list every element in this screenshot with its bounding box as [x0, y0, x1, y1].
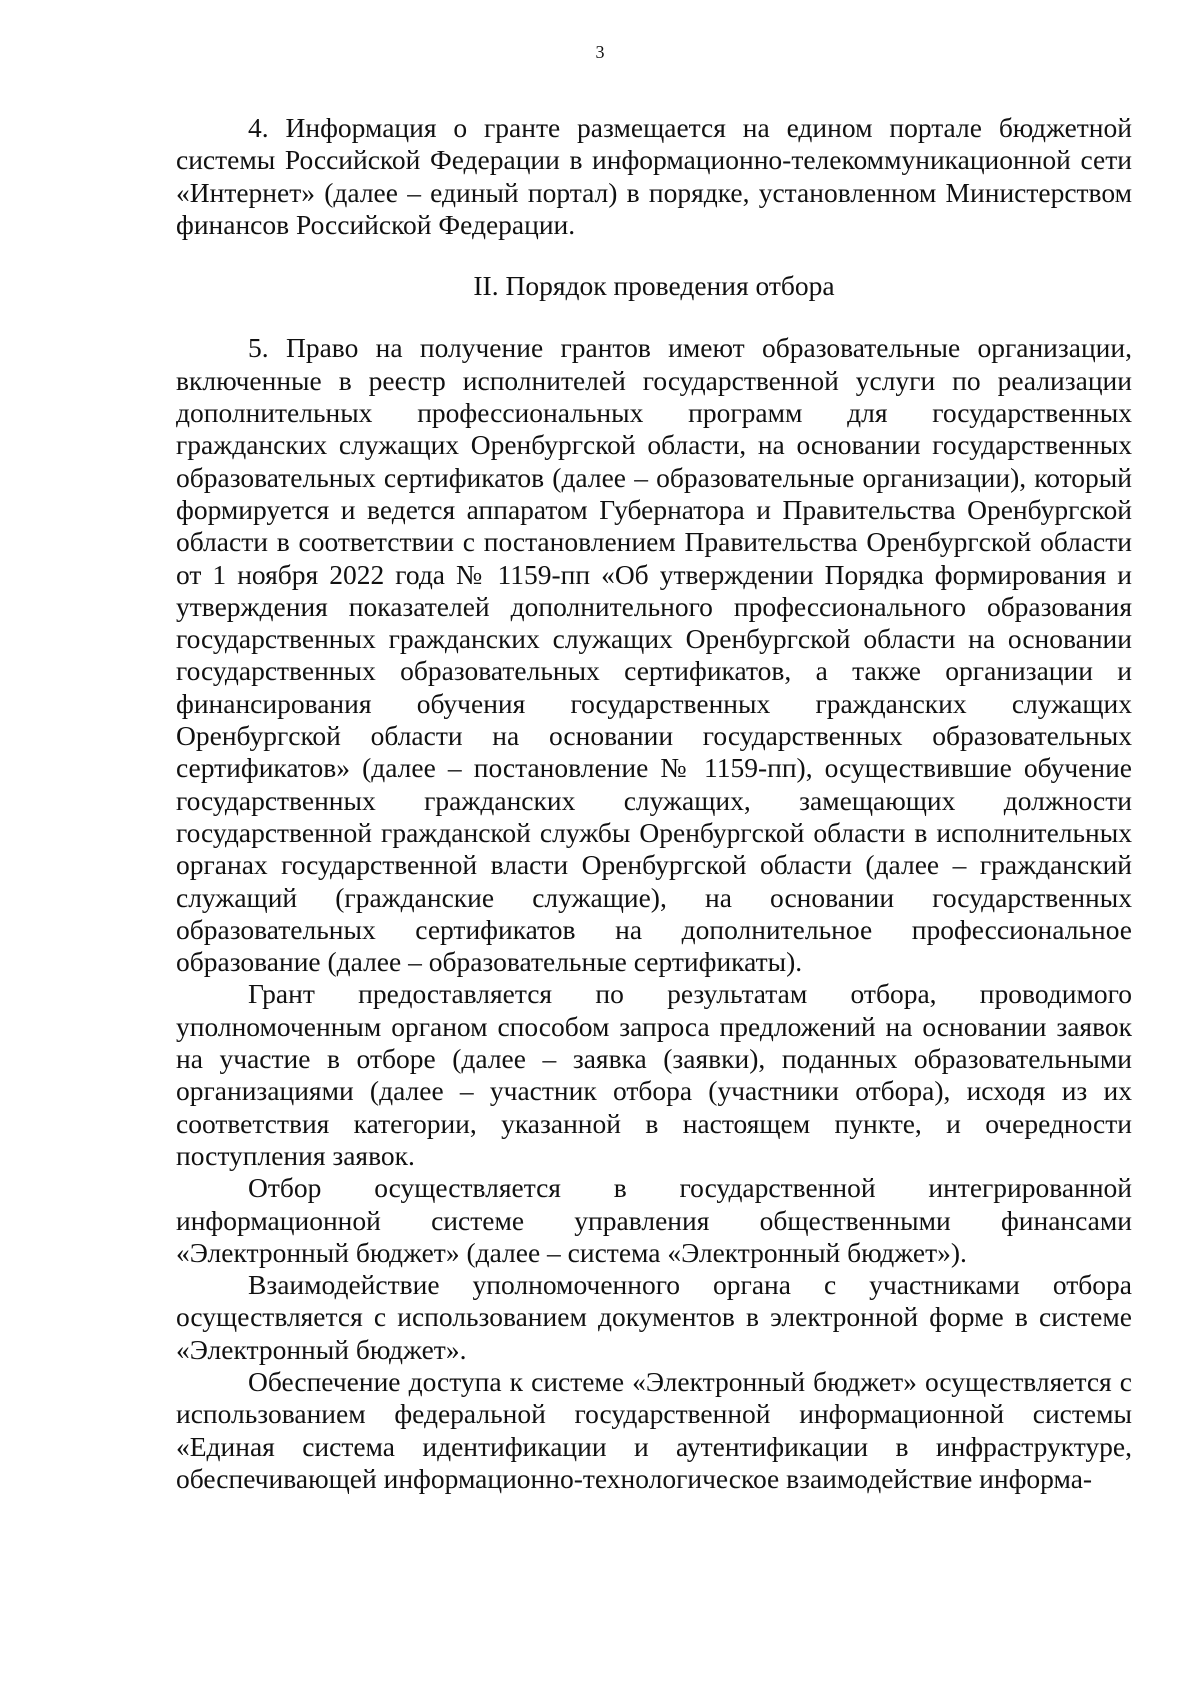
paragraph-grant: Грант предоставляется по результатам отбора, проводимого уполномоченным органом способом запроса предложений на основании заявок на участие в отборе (далее – заявка (заявки), поданных образовательными организациями (далее – участник отбора (участники отбора), исходя из их соответствия категории, указанной в настоящем пункте, и очередности поступления заявок.: [176, 978, 1132, 1171]
paragraph-interaction: Взаимодействие уполномоченного органа с участниками отбора осуществляется с использованием документов в электронной форме в системе «Электронный бюджет».: [176, 1269, 1132, 1365]
document-body: [176, 112, 1132, 1495]
paragraph-5: 5. Право на получение грантов имеют образовательные организации, включенные в реестр исполнителей государственной услуги по реализации дополнительных профессиональных программ для государственных гражданских служащих Оренбургской области, на основании государственных образовательных сертификатов (далее – образовательные организации), который формируется и ведется аппаратом Губернатора и Правительства Оренбургской области в соответствии с постановлением Правительства Оренбургской области от 1 ноября 2022 года № 1159-пп «Об утверждении Порядка формирования и утверждения показателей дополнительного профессионального образования государственных гражданских служащих Оренбургской области на основании государственных образовательных сертификатов, а также организации и финансирования обучения государственных гражданских служащих Оренбургской области на основании государственных образовательных сертификатов» (далее – постановление № 1159-пп), осуществившие обучение государственных гражданских служащих, замещающих должности государственной гражданской службы Оренбургской области в исполнительных органах государственной власти Оренбургской области (далее – гражданский служащий (гражданские служащие), на основании государственных образовательных сертификатов на дополнительное профессиональное образование (далее – образовательные сертификаты).: [176, 332, 1132, 978]
paragraph-access: Обеспечение доступа к системе «Электронный бюджет» осуществляется с использованием федеральной государственной информационной системы «Единая система идентификации и аутентификации в инфраструктуре, обеспечивающей информационно-технологическое взаимодействие информа-: [176, 1365, 1132, 1494]
page-number: 3: [595, 42, 605, 62]
paragraph-selection-system: Отбор осуществляется в государственной интегрированной информационной системе управления общественными финансами «Электронный бюджет» (далее – система «Электронный бюджет»).: [176, 1172, 1132, 1268]
section-heading: II. Порядок проведения отбора: [473, 270, 835, 302]
paragraph-4: 4. Информация о гранте размещается на едином портале бюджетной системы Российской Федерации в информационно-телекоммуникационной сети «Интернет» (далее – единый портал) в порядке, установленном Министерством финансов Российской Федерации.: [176, 112, 1132, 240]
